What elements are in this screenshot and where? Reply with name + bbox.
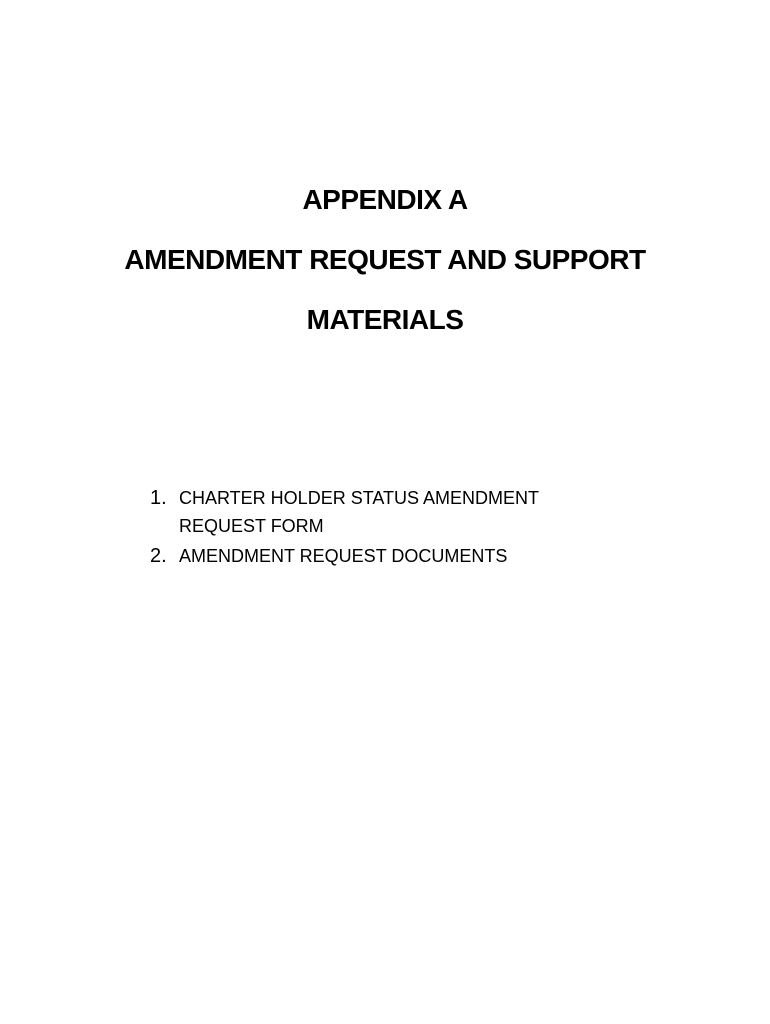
list-item-text: CHARTER HOLDER STATUS AMENDMENT REQUEST FORM — [179, 488, 539, 536]
list-item — [150, 484, 620, 540]
list-item-text: AMENDMENT REQUEST DOCUMENTS — [179, 546, 508, 566]
title-line-appendix: APPENDIX A — [302, 184, 468, 215]
contents-list — [150, 484, 620, 572]
list-item — [150, 542, 620, 570]
title-line-amendment: AMENDMENT REQUEST AND SUPPORT — [124, 244, 646, 275]
list-item-number: 1. — [150, 487, 167, 509]
title-line-materials: MATERIALS — [306, 304, 464, 335]
page-title — [0, 170, 770, 350]
list-item-number: 2. — [150, 545, 167, 567]
